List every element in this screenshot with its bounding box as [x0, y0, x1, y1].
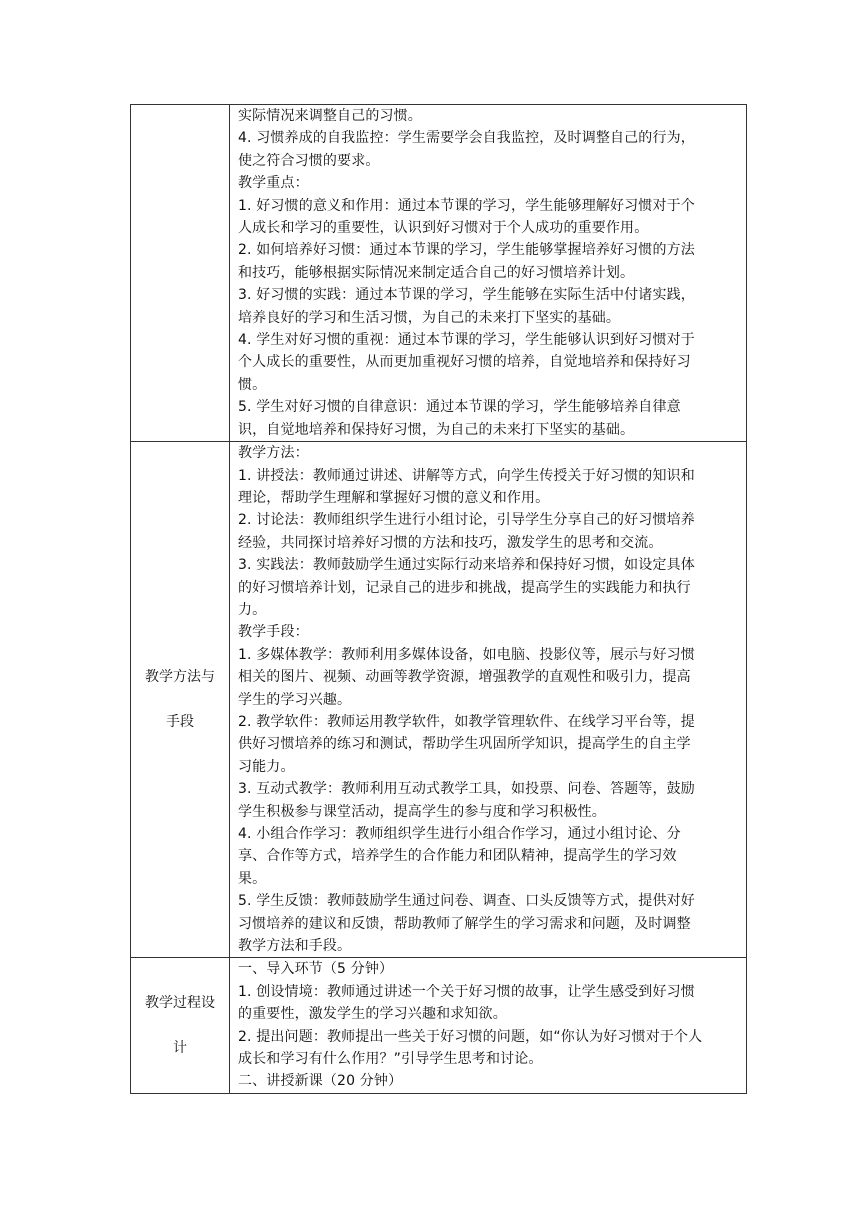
- text-line: 成长和学习有什么作用？”引导学生思考和讨论。: [238, 1051, 543, 1068]
- text-line: 的好习惯培养计划，记录自己的进步和挑战，提高学生的实践能力和执行: [238, 579, 691, 596]
- text-line: 个人成长的重要性，从而更加重视好习惯的培养，自觉地培养和保持好习: [238, 354, 691, 371]
- section-heading: 二、讲授新课（20 分钟）: [238, 1073, 403, 1090]
- text-line: 2. 教学软件：教师运用教学软件，如教学管理软件、在线学习平台等，提: [238, 713, 695, 730]
- text-line: 享、合作等方式，培养学生的合作能力和团队精神，提高学生的学习效: [238, 848, 677, 865]
- text-line: 力。: [238, 601, 267, 618]
- text-line: 1. 好习惯的意义和作用：通过本节课的学习，学生能够理解好习惯对于个: [238, 197, 695, 214]
- text-line: 5. 学生反馈：教师鼓励学生通过问卷、调查、口头反馈等方式，提供对好: [238, 893, 695, 910]
- text-line: 1. 创设情境：教师通过讲述一个关于好习惯的故事，让学生感受到好习惯: [238, 983, 695, 1000]
- text-line: 1. 多媒体教学：教师利用多媒体设备，如电脑、投影仪等，展示与好习惯: [238, 646, 695, 663]
- content-cell-methods: [230, 442, 747, 958]
- text-line: 培养良好的学习和生活习惯，为自己的未来打下坚实的基础。: [238, 309, 621, 326]
- text-line: 实际情况来调整自己的习惯。: [238, 108, 422, 124]
- section-heading: 教学方法：: [238, 445, 309, 462]
- text-line: 学生的学习兴趣。: [238, 691, 352, 708]
- section-heading: 一、导入环节（5 分钟）: [238, 961, 394, 978]
- text-line: 2. 如何培养好习惯：通过本节课的学习，学生能够掌握培养好习惯的方法: [238, 242, 695, 259]
- text-line: 使之符合习惯的要求。: [238, 152, 380, 169]
- content-cell-process: [230, 958, 747, 1093]
- text-line: 理论，帮助学生理解和掌握好习惯的意义和作用。: [238, 489, 550, 506]
- text-line: 4. 小组合作学习：教师组织学生进行小组合作学习，通过小组讨论、分: [238, 826, 681, 842]
- text-line: 习能力。: [238, 758, 295, 775]
- text-line: 果。: [238, 870, 267, 887]
- text-line: 学生积极参与课堂活动，提高学生的参与度和学习积极性。: [238, 803, 606, 820]
- section-heading: 教学手段：: [238, 624, 309, 641]
- lesson-plan-table: [130, 104, 747, 1094]
- text-line: 经验，共同探讨培养好习惯的方法和技巧，激发学生的思考和交流。: [238, 534, 663, 551]
- text-line: 相关的图片、视频、动画等教学资源，增强教学的直观性和吸引力，提高: [238, 669, 691, 686]
- table-row-process: [131, 958, 747, 1093]
- text-line: 的重要性，激发学生的学习兴趣和求知欲。: [238, 1006, 507, 1023]
- text-line: 3. 实践法：教师鼓励学生通过实际行动来培养和保持好习惯，如设定具体: [238, 557, 695, 574]
- text-line: 5. 学生对好习惯的自律意识：通过本节课的学习，学生能够培养自律意: [238, 399, 681, 416]
- text-line: 4. 学生对好习惯的重视：通过本节课的学习，学生能够认识到好习惯对于: [238, 332, 695, 349]
- text-line: 3. 好习惯的实践：通过本节课的学习，学生能够在实际生活中付诸实践，: [238, 287, 695, 304]
- row-label-line: 计: [173, 1039, 187, 1056]
- section-heading: 教学重点：: [238, 175, 309, 192]
- row-label-methods: [131, 442, 230, 958]
- content-cell-focus: [230, 105, 747, 442]
- text-line: 2. 讨论法：教师组织学生进行小组讨论，引导学生分享自己的好习惯培养: [238, 512, 695, 529]
- text-line: 2. 提出问题：教师提出一些关于好习惯的问题，如“你认为好习惯对于个人: [238, 1028, 703, 1045]
- table-row-continuation: [131, 105, 747, 442]
- text-line: 4. 习惯养成的自我监控：学生需要学会自我监控，及时调整自己的行为，: [238, 130, 695, 147]
- text-line: 和技巧，能够根据实际情况来制定适合自己的好习惯培养计划。: [238, 264, 635, 281]
- text-line: 3. 互动式教学：教师利用互动式教学工具，如投票、问卷、答题等，鼓励: [238, 781, 695, 798]
- text-line: 惯。: [238, 376, 267, 393]
- text-line: 识，自觉地培养和保持好习惯，为自己的未来打下坚实的基础。: [238, 421, 635, 438]
- row-label-line: 教学方法与: [145, 668, 215, 685]
- table-row-methods: [131, 442, 747, 958]
- text-line: 供好习惯培养的练习和测试，帮助学生巩固所学知识，提高学生的自主学: [238, 736, 691, 753]
- row-label-line: 教学过程设: [145, 994, 215, 1011]
- row-label-empty: [131, 105, 230, 442]
- text-line: 习惯培养的建议和反馈，帮助教师了解学生的学习需求和问题，及时调整: [238, 915, 691, 932]
- text-line: 人成长和学习的重要性，认识到好习惯对于个人成功的重要作用。: [238, 220, 649, 237]
- text-line: 1. 讲授法：教师通过讲述、讲解等方式，向学生传授关于好习惯的知识和: [238, 467, 695, 484]
- text-line: 教学方法和手段。: [238, 938, 352, 955]
- row-label-line: 手段: [166, 713, 194, 730]
- row-label-process: [131, 958, 230, 1093]
